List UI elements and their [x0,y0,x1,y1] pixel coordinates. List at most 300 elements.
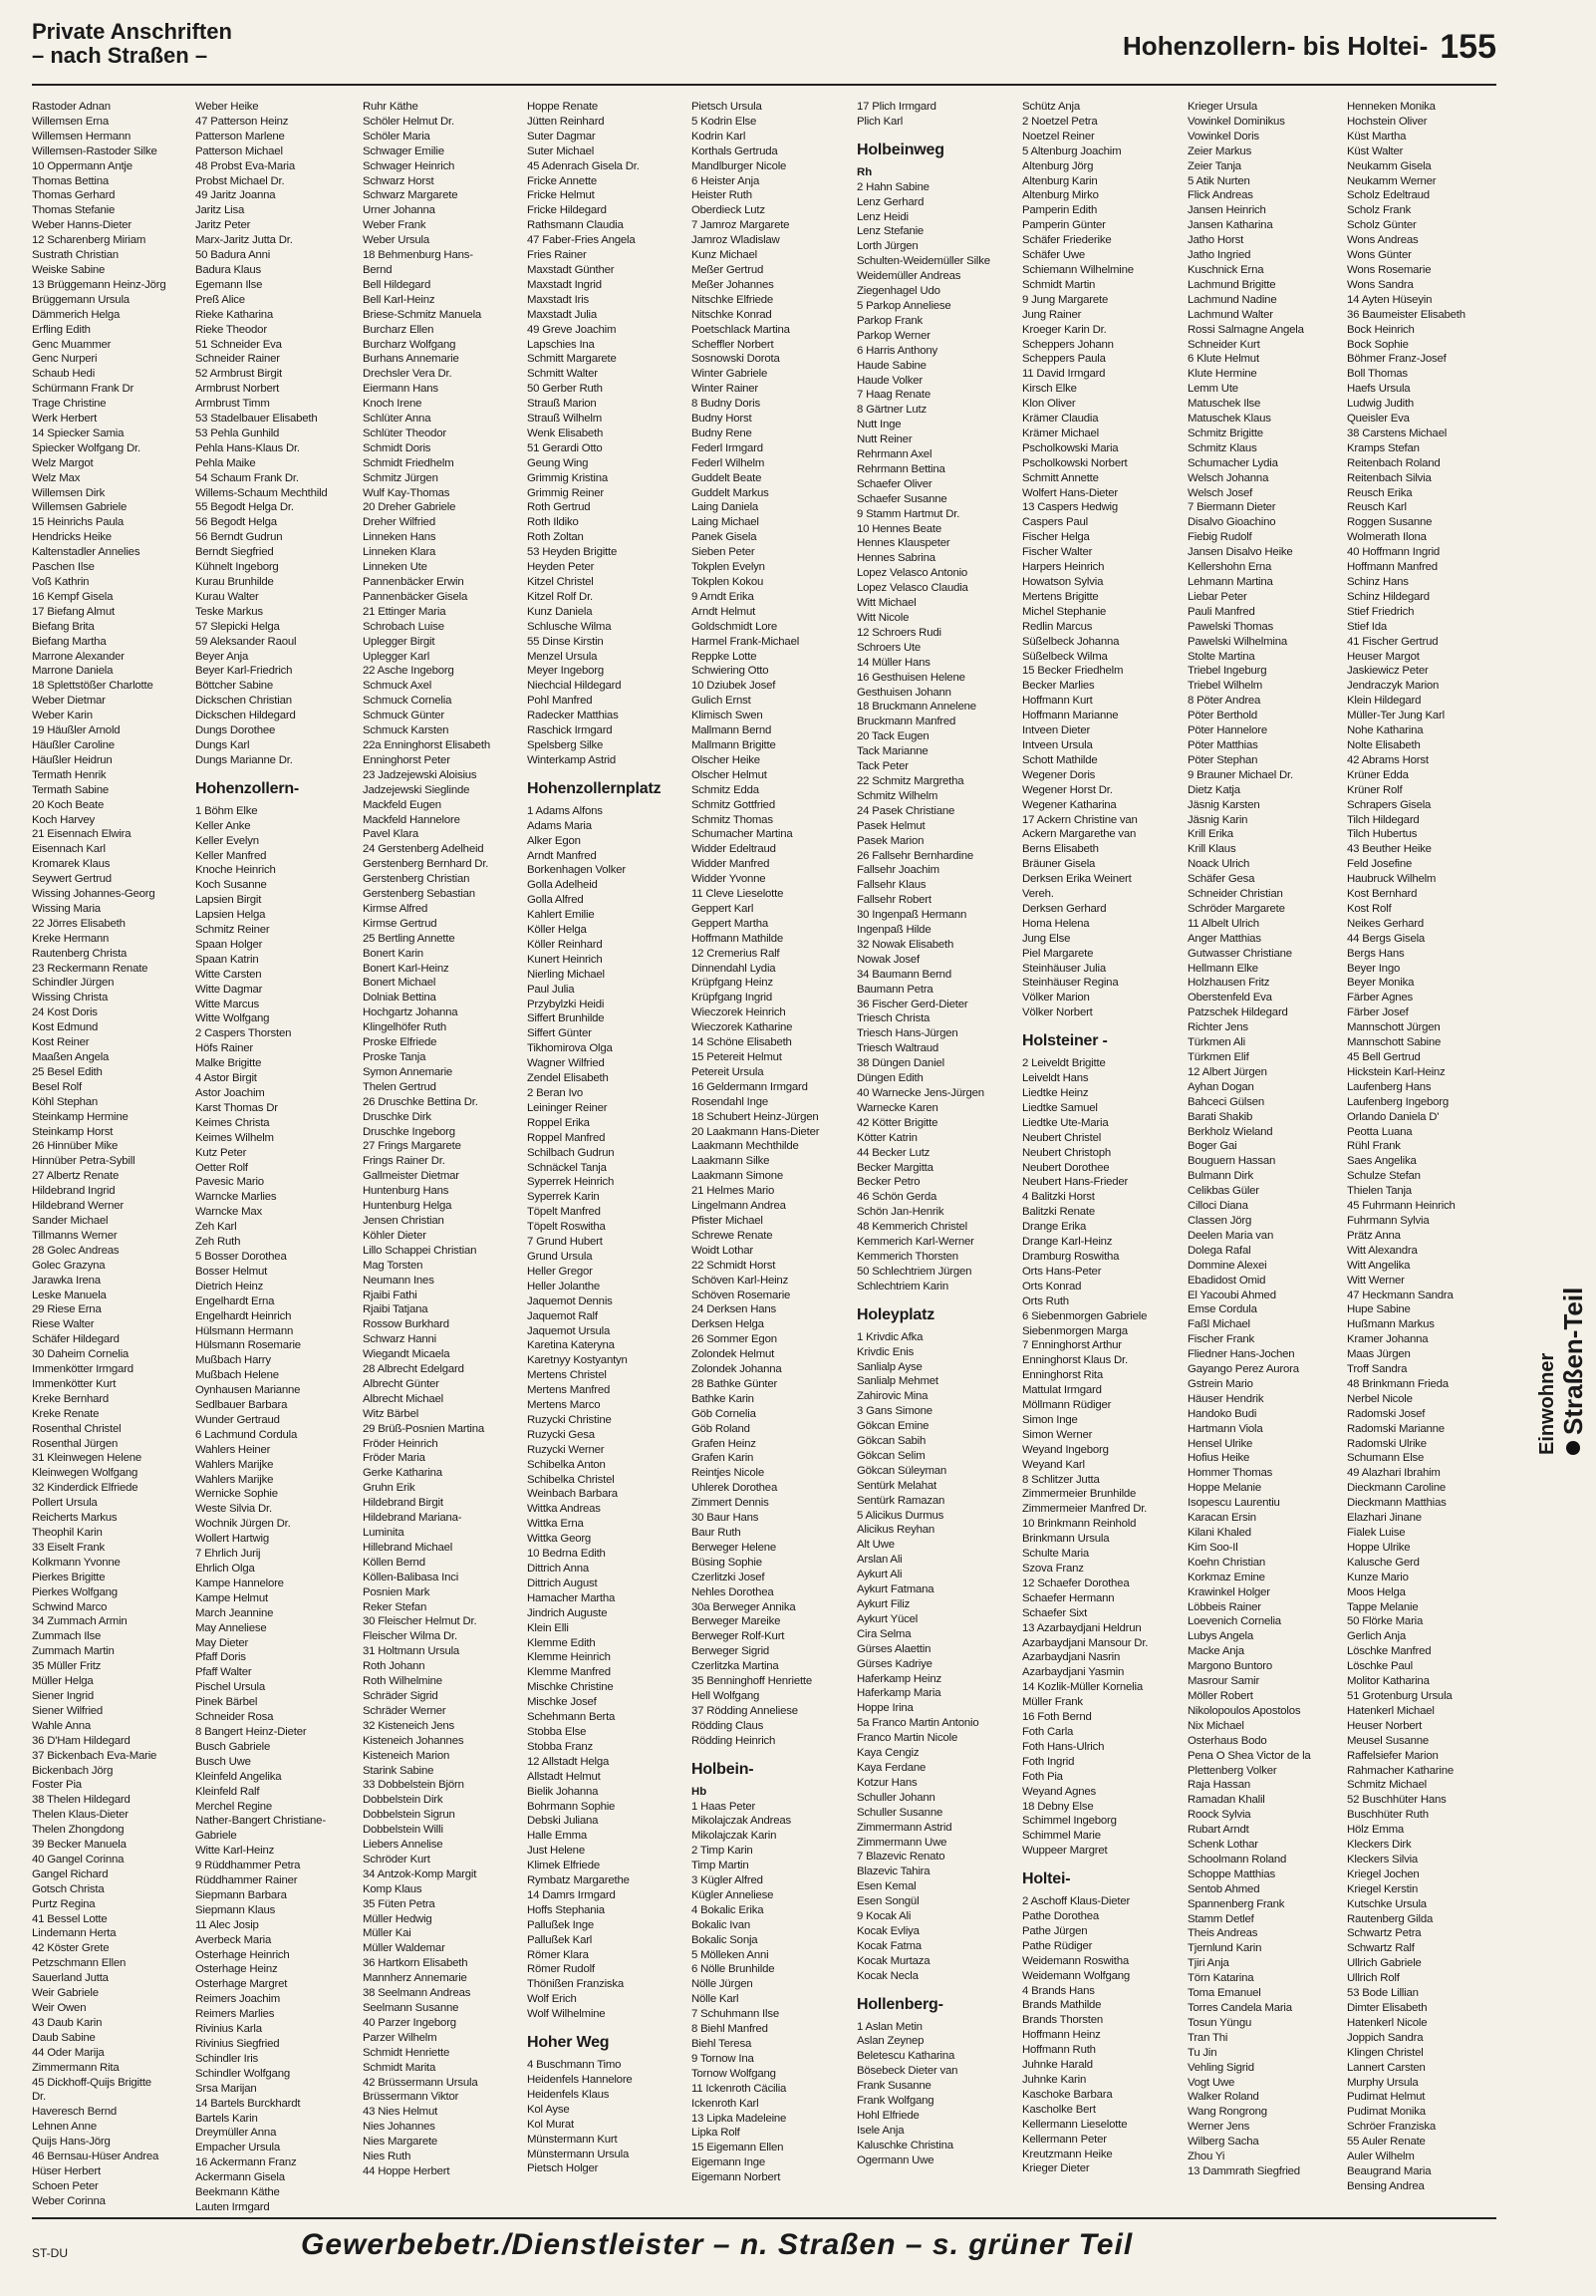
resident-entry: Aykurt Ali [857,1569,903,1581]
resident-entry: Karetnyy Kostyantyn [527,1354,628,1367]
resident-entry: 20 Tack Eugen [857,730,930,743]
resident-entry: 20 Dreher Gabriele [363,501,456,514]
resident-entry: 46 Bernsau-Hüser Andrea [32,2151,159,2163]
footer-rule [32,2217,1496,2219]
resident-entry: 22 Schmidt Horst [691,1259,776,1272]
resident-entry: Kaltenstadler Annelies [32,546,140,559]
resident-entry: Göb Roland [691,1422,750,1435]
resident-entry: Gesthuisen Johann [857,686,951,699]
resident-entry: 6 Heister Anja [691,174,760,187]
resident-entry: Köllen Bernd [363,1556,425,1569]
resident-entry: Golla Alfred [527,894,584,907]
resident-entry: Laakmann Silke [691,1155,770,1168]
resident-entry: Parkop Frank [857,314,923,327]
resident-entry: 36 Hartkorn Elisabeth [363,1957,468,1970]
resident-entry: Ramadan Khalil [1188,1794,1265,1807]
resident-entry: 39 Becker Manuela [32,1839,127,1852]
resident-entry: Azarbaydjani Mansour Dr. [1022,1636,1149,1649]
resident-entry: 5 Parkop Anneliese [857,299,951,312]
resident-entry: Walker Roland [1188,2091,1259,2104]
resident-entry: Warncke Max [195,1206,262,1219]
resident-entry: Juhnke Harald [1022,2059,1093,2072]
resident-entry: Isele Anja [857,2124,905,2137]
street-heading: Hohenzollernplatz [527,779,662,797]
resident-entry: 7 Enninghorst Arthur [1022,1339,1122,1352]
resident-entry: Dämmerich Helga [32,308,121,321]
resident-entry: Büsing Sophie [691,1556,762,1569]
resident-entry: Schmitt Walter [527,368,598,381]
resident-entry: Rehrmann Axel [857,448,932,461]
resident-entry: Hoppe Melanie [1188,1482,1262,1495]
resident-entry: Kleckers Dirk [1347,1839,1412,1852]
footer-note: Gewerbebetr./Dienstleister – n. Straßen – s. grüner Teil [301,2228,1134,2261]
resident-entry: Knoch Irene [363,398,422,411]
resident-entry: May Dieter [195,1636,249,1649]
resident-entry: Neumann Ines [363,1274,434,1287]
resident-entry: 13 Dammrath Siegfried [1188,2164,1300,2177]
resident-entry: 2 Aschoff Klaus-Dieter [1022,1895,1131,1908]
resident-entry: Thielen Tanja [1347,1185,1412,1198]
resident-entry: Oynhausen Marianne [195,1384,301,1397]
resident-entry: Menzel Ursula [527,650,598,663]
resident-entry: Fröder Maria [363,1452,425,1465]
resident-entry: Mußbach Helene [195,1369,279,1382]
resident-entry: 42 Köster Grete [32,1942,110,1955]
page-number: 155 [1440,28,1496,66]
resident-entry: Laakmann Simone [691,1170,783,1183]
resident-entry: Zimmermeier Brunhilde [1022,1488,1137,1501]
resident-entry: Zeh Karl [195,1221,237,1234]
resident-entry: Pfister Michael [691,1214,763,1227]
resident-entry: Schenk Lothar [1188,1839,1258,1852]
resident-entry: Schoppe Matthias [1188,1867,1275,1880]
resident-entry: Kühnelt Ingeborg [195,561,279,574]
resident-entry: 10 Bedrna Edith [527,1548,606,1561]
resident-entry: Pathe Dorothea [1022,1910,1099,1923]
resident-entry: Pallußek Inge [527,1918,595,1931]
resident-entry: Tokplen Kokou [691,576,764,588]
resident-entry: Marx-Jaritz Jutta Dr. [195,234,293,247]
resident-entry: 14 Ayten Hüseyin [1347,293,1433,306]
resident-entry: Siebenmorgen Marga [1022,1324,1128,1337]
resident-entry: Sanlialp Mehmet [857,1375,938,1388]
resident-entry: Bouguern Hassan [1188,1155,1276,1168]
resident-entry: Fischer Helga [1022,531,1090,544]
resident-entry: Meusel Susanne [1347,1734,1430,1747]
resident-entry: Krüpfgang Ingrid [691,992,773,1004]
resident-entry: Weber Frank [363,219,426,232]
resident-entry: Scheppers Johann [1022,338,1114,351]
resident-entry: Ruzycki Christine [527,1413,612,1426]
resident-entry: 2 Timp Karin [691,1845,753,1858]
resident-entry: Dolniak Bettina [363,992,436,1004]
resident-entry: Zimmert Dennis [691,1497,769,1510]
resident-entry: Schmitz Klaus [1188,441,1257,454]
resident-entry: Krüner Rolf [1347,783,1403,796]
resident-entry: Wittka Andreas [527,1503,601,1516]
resident-entry: Bonert Karin [363,947,423,960]
resident-entry: Loevenich Cornelia [1188,1615,1281,1628]
resident-entry: 30 Daheim Cornelia [32,1348,130,1361]
resident-entry: 1 Haas Peter [691,1800,756,1813]
resident-entry: Foth Pia [1022,1770,1063,1783]
resident-entry: Aykurt Filiz [857,1598,911,1610]
resident-entry: Kascholke Bert [1022,2103,1096,2116]
resident-entry: 25 Bertling Annette [363,932,455,945]
resident-entry: Nehles Dorothea [691,1585,774,1598]
resident-entry: Roth Gertrud [527,501,591,514]
resident-entry: 35 Benninghoff Henriette [691,1675,813,1688]
resident-entry: Pamperin Edith [1022,204,1098,217]
resident-entry: Hildebrand Werner [32,1200,124,1213]
resident-entry: Pavel Klara [363,828,419,841]
resident-entry: Jindrich Auguste [527,1606,608,1619]
resident-entry: Thönißen Franziska [527,1978,625,1991]
resident-entry: Kisteneich Johannes [363,1734,464,1747]
resident-entry: Gerlich Anja [1347,1630,1407,1643]
resident-entry: Uhlerek Dorothea [691,1482,778,1495]
resident-entry: Pinek Bärbel [195,1696,258,1709]
resident-entry: 28 Golec Andreas [32,1244,120,1257]
resident-entry: Mallmann Bernd [691,724,772,737]
resident-entry: 51 Schneider Eva [195,338,282,351]
resident-entry: Margono Buntoro [1188,1660,1273,1673]
resident-entry: Kramps Stefan [1347,441,1420,454]
resident-entry: 23 Jadzejewski Aloisius [363,768,477,781]
resident-entry: Nikolopoulos Apostolos [1188,1704,1301,1717]
resident-entry: 16 Geldermann Irmgard [691,1080,808,1093]
resident-entry: Köhler Dieter [363,1229,426,1242]
resident-entry: 18 Debny Else [1022,1800,1094,1813]
resident-entry: Wons Sandra [1347,278,1414,291]
resident-entry: Foster Pia [32,1779,82,1792]
resident-entry: Bickenbach Jörg [32,1764,114,1777]
resident-entry: Burcharz Ellen [363,323,434,336]
resident-entry: Schöler Helmut Dr. [363,115,454,128]
resident-entry: Raja Hassan [1188,1779,1251,1792]
resident-entry: Lenz Stefanie [857,225,925,238]
resident-entry: 55 Auler Renate [1347,2136,1426,2149]
resident-entry: Arndt Manfred [527,849,597,862]
section-title [32,20,232,68]
resident-entry: 45 Fuhrmann Heinrich [1347,1200,1456,1213]
resident-entry: Schräder Werner [363,1704,446,1717]
resident-entry: Dieckmann Matthias [1347,1497,1447,1510]
resident-entry: Brands Mathilde [1022,1999,1102,2012]
resident-entry: Meyer Ingeborg [527,665,604,678]
resident-entry: Thelen Klaus-Dieter [32,1809,129,1822]
resident-entry: Klemme Heinrich [527,1651,611,1664]
resident-entry: Pöter Hannelore [1188,724,1267,737]
resident-entry: Kitzel Christel [527,576,594,588]
resident-entry: Altenburg Mirko [1022,189,1099,202]
resident-entry: Patterson Michael [195,144,283,157]
resident-entry: Hillebrand Michael [363,1541,453,1554]
resident-entry: Komp Klaus [363,1882,422,1895]
resident-entry: Jansen Heinrich [1188,204,1266,217]
resident-entry: Homa Helena [1022,917,1090,930]
resident-entry: Jäsnig Karsten [1188,798,1260,811]
resident-entry: Weinbach Barbara [527,1488,618,1501]
resident-entry: Malke Brigitte [195,1057,262,1070]
resident-entry: Parkop Werner [857,329,931,342]
resident-entry: Rastoder Adnan [32,101,111,113]
resident-entry: Aslan Zeynep [857,2035,925,2048]
resident-entry: Weir Owen [32,2002,87,2014]
resident-entry: Schwiering Otto [691,665,769,678]
resident-entry: Kleinfeld Angelika [195,1770,282,1783]
resident-entry: 8 Bangert Heinz-Dieter [195,1725,307,1738]
resident-entry: Hommer Thomas [1188,1467,1273,1480]
resident-entry: Daub Sabine [32,2031,96,2044]
resident-entry: Heyden Peter [527,561,595,574]
resident-entry: 20 Laakmann Hans-Dieter [691,1125,820,1138]
resident-entry: 21 Helmes Mario [691,1185,775,1198]
resident-entry: Schwarz Margarete [363,189,458,202]
resident-entry: Dickschen Christian [195,695,292,708]
resident-entry: Uplegger Karl [363,650,430,663]
resident-entry: Zahirovic Mina [857,1390,929,1403]
resident-entry: Kaluschke Christina [857,2139,953,2152]
resident-entry: Ludwig Judith [1347,398,1415,411]
resident-entry: Müller Frank [1022,1696,1083,1709]
resident-entry: Albrecht Günter [363,1377,439,1390]
resident-entry: Schoen Peter [32,2179,99,2192]
resident-entry: Moos Helga [1347,1585,1406,1598]
resident-entry: Triebel Wilhelm [1188,680,1263,693]
resident-entry: Pannenbäcker Erwin [363,576,464,588]
resident-entry: Eigemann Norbert [691,2171,781,2184]
resident-entry: Rymbatz Margarethe [527,1874,630,1887]
resident-entry: Hoffmann Ruth [1022,2044,1096,2057]
resident-entry: Gallmeister Dietmar [363,1170,459,1183]
resident-entry: 3 Kügler Alfred [691,1874,763,1887]
resident-entry: Grund Ursula [527,1250,593,1263]
resident-entry: Laufenberg Hans [1347,1080,1432,1093]
resident-entry: Dreymüller Anna [195,2127,277,2140]
resident-entry: Hendricks Heike [32,531,112,544]
resident-entry: Töpelt Manfred [527,1206,601,1219]
resident-entry: 7 Grund Hubert [527,1236,603,1249]
resident-entry: Suter Dagmar [527,130,596,143]
resident-entry: Ebadidost Omid [1188,1274,1266,1287]
resident-entry: Hoppe Irina [857,1702,914,1715]
resident-entry: Maxstadt Ingrid [527,278,602,291]
resident-entry: Bielik Johanna [527,1785,599,1798]
resident-entry: Hennes Sabrina [857,552,935,565]
resident-entry: Schmuck Axel [363,680,432,693]
resident-entry: Beyer Anja [195,650,249,663]
resident-entry: 14 Damrs Irmgard [527,1888,616,1901]
resident-entry: Rautenberg Christa [32,947,128,960]
resident-entry: Kost Rolf [1347,902,1392,915]
resident-entry: Becker Marlies [1022,680,1095,693]
resident-entry: 7 Haag Renate [857,389,931,402]
resident-entry: 30 Ingenpaß Hermann [857,909,967,922]
resident-entry: Petzschmann Ellen [32,1957,127,1970]
resident-entry: 16 Foth Bernd [1022,1711,1092,1724]
resident-entry: March Jeannine [195,1606,274,1619]
resident-entry: Tu Jin [1188,2046,1217,2059]
resident-entry: 17 Ackern Christine van [1022,813,1138,826]
resident-entry: Lehmann Martina [1188,576,1273,588]
resident-entry: Jendraczyk Marion [1347,680,1440,693]
resident-entry: 42 Abrams Horst [1347,753,1429,766]
resident-entry: Heller Jolanthe [527,1280,600,1292]
resident-entry: Schaub Hedi [32,368,96,381]
resident-entry: Welsch Johanna [1188,471,1269,484]
resident-entry: Zendel Elisabeth [527,1072,609,1085]
resident-entry: Nierling Michael [527,968,605,981]
resident-entry: Witte Karl-Heinz [195,1845,275,1858]
resident-entry: Fries Rainer [527,249,587,262]
resident-entry: Classen Jörg [1188,1214,1252,1227]
resident-entry: 36 Fischer Gerd-Dieter [857,998,968,1010]
resident-entry: Krämer Michael [1022,427,1099,439]
resident-entry: Lachmund Walter [1188,308,1273,321]
resident-entry: Kutschke Ursula [1347,1897,1427,1910]
resident-entry: Cira Selma [857,1627,912,1640]
resident-entry: Schibelka Christel [527,1473,615,1486]
resident-entry: Petereit Ursula [691,1065,764,1078]
resident-entry: El Yacoubi Ahmed [1188,1289,1276,1301]
resident-entry: 14 Kozlik-Müller Kornelia [1022,1681,1143,1694]
resident-entry: Sieben Peter [691,546,755,559]
resident-entry: Debski Juliana [527,1815,599,1828]
resident-entry: Weyand Ingeborg [1022,1443,1109,1456]
resident-entry: Scholz Günter [1347,219,1417,232]
resident-entry: 49 Alazhari Ibrahim [1347,1467,1441,1480]
resident-entry: Pauli Manfred [1188,605,1255,618]
resident-entry: Azarbaydjani Yasmin [1022,1666,1125,1679]
resident-entry: Stief Friedrich [1347,605,1415,618]
resident-entry: Schibelka Anton [527,1458,606,1471]
resident-entry: Becker Margitta [857,1161,933,1174]
resident-entry: Heister Ruth [691,189,752,202]
resident-entry: Nölle Jürgen [691,1978,753,1991]
resident-entry: Jatho Ingried [1188,249,1251,262]
resident-entry: Böttcher Sabine [195,680,274,693]
resident-entry: Klingelhöfer Ruth [363,1021,446,1034]
resident-entry: Wolmerath Ilona [1347,531,1427,544]
street-range: Hohenzollern- bis Holtei- [1123,31,1429,61]
resident-entry: Süßelbeck Wilma [1022,650,1108,663]
resident-entry: Gayango Perez Aurora [1188,1363,1299,1376]
resident-entry: Sosnowski Dorota [691,353,780,366]
resident-entry: Rödding Heinrich [691,1734,776,1747]
resident-entry: Löschke Paul [1347,1660,1413,1673]
resident-entry: Dieckmann Caroline [1347,1482,1446,1495]
resident-entry: 14 Schöne Elisabeth [691,1036,792,1049]
resident-entry: Krivdic Enis [857,1345,915,1358]
resident-entry: Drechsler Vera Dr. [363,368,452,381]
resident-entry: Laing Michael [691,516,759,529]
resident-entry: Färber Josef [1347,1006,1409,1019]
resident-entry: Preß Alice [195,293,245,306]
resident-entry: Linneken Klara [363,546,436,559]
resident-entry: Wieczorek Katharine [691,1021,793,1034]
resident-entry: Laing Daniela [691,501,759,514]
resident-entry: Goldschmidt Lore [691,620,778,633]
resident-entry: Weyand Agnes [1022,1785,1097,1798]
resident-entry: Schäfer Gesa [1188,873,1255,886]
resident-entry: Wang Rongrong [1188,2106,1267,2119]
resident-entry: Zummach Martin [32,1645,115,1658]
resident-entry: 38 Düngen Daniel [857,1057,944,1070]
resident-entry: Biefang Martha [32,635,107,648]
resident-entry: Kocak Murtaza [857,1954,931,1967]
resident-entry: 11 Alec Josip [195,1918,259,1931]
resident-entry: Süßelbeck Johanna [1022,635,1120,648]
resident-entry: Pierkes Wolfgang [32,1585,118,1598]
resident-entry: 31 Holtmann Ursula [363,1645,460,1658]
resident-entry: Juhnke Karin [1022,2074,1087,2086]
bullet-icon [1566,1441,1580,1455]
resident-entry: Willemsen Hermann [32,130,132,143]
resident-entry: Roggen Susanne [1347,516,1433,529]
resident-entry: Kromarek Klaus [32,858,111,871]
resident-entry: Celikbas Güler [1188,1185,1259,1198]
resident-entry: Schindler Wolfgang [195,2067,290,2080]
resident-entry: Hochstein Oliver [1347,115,1428,128]
resident-entry: Ziegenhagel Udo [857,285,940,298]
resident-entry: Leske Manuela [32,1289,107,1301]
resident-entry: Türkmen Ali [1188,1036,1245,1049]
resident-entry: 29 Brüß-Posnien Martina [363,1422,485,1435]
resident-entry: Linneken Hans [363,531,436,544]
resident-entry: Schmitz Reiner [195,924,270,937]
resident-entry: Foth Hans-Ulrich [1022,1740,1105,1753]
resident-entry: Nitschke Konrad [691,308,772,321]
resident-entry: Zhou Yi [1188,2151,1225,2163]
resident-entry: 6 Nölle Brunhilde [691,1963,775,1976]
resident-entry: Haferkamp Heinz [857,1672,941,1685]
resident-entry: Steinkamp Hermine [32,1110,129,1123]
resident-entry: Siepmann Klaus [195,1903,276,1916]
resident-entry: Szova Franz [1022,1563,1084,1575]
resident-entry: Ogermann Uwe [857,2153,934,2166]
resident-entry: Schmitt Margarete [527,353,617,366]
resident-entry: 4 Buschmann Timo [527,2059,622,2072]
resident-entry: Raffelsiefer Marion [1347,1749,1439,1762]
resident-entry: Roock Sylvia [1188,1809,1251,1822]
resident-entry: Liedtke Ute-Maria [1022,1116,1109,1129]
resident-entry: Baur Ruth [691,1527,741,1539]
resident-entry: 9 Stamm Hartmut Dr. [857,507,960,520]
resident-entry: Osterhage Heinrich [195,1948,290,1961]
resident-entry: Kellershohn Erna [1188,561,1272,574]
resident-entry: Queisler Eva [1347,413,1410,426]
resident-entry: Schröer Franziska [1347,2121,1437,2134]
resident-entry: Stamm Detlef [1188,1912,1254,1925]
resident-entry: 22 Asche Ingeborg [363,665,454,678]
resident-entry: Kleckers Silvia [1347,1853,1419,1866]
resident-entry: Tilch Hubertus [1347,828,1418,841]
resident-entry: Esen Songül [857,1895,920,1908]
resident-entry: Baumann Petra [857,983,933,996]
resident-entry: 5 Bosser Dorothea [195,1250,287,1263]
resident-entry: 32 Kinderdick Elfriede [32,1482,138,1495]
resident-entry: Brüssermann Viktor [363,2091,459,2104]
resident-entry: 59 Aleksander Raoul [195,635,297,648]
resident-entry: Schmitz Thomas [691,813,773,826]
resident-entry: Schnäckel Tanja [527,1161,607,1174]
resident-entry: 24 Derksen Hans [691,1303,777,1316]
resident-entry: 22 Schmitz Margretha [857,774,964,787]
resident-entry: Kaya Cengiz [857,1747,920,1760]
resident-entry: Enninghorst Klaus Dr. [1022,1354,1128,1367]
resident-entry: 48 Brinkmann Frieda [1347,1377,1449,1390]
